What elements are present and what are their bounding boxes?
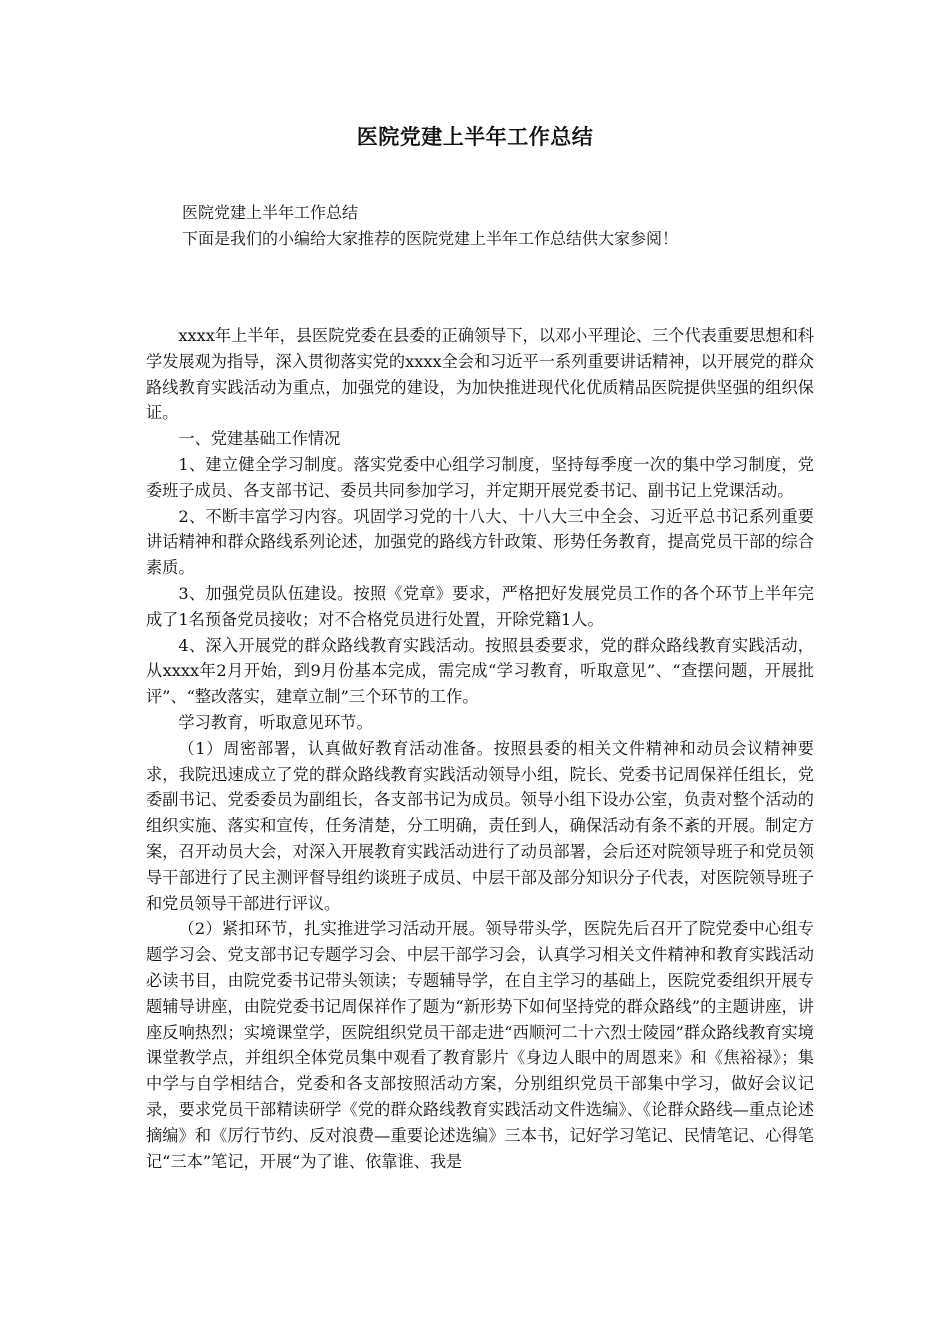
paragraph: 4、深入开展党的群众路线教育实践活动。按照县委要求，党的群众路线教育实践活动，从xxxx年2月开始，到9月份基本完成，需完成“学习教育，听取意见”、“查摆问题，开展批评”、“整改落实，建章立制”三个环节的工作。 [146,635,814,707]
document-body [146,323,814,1174]
paragraph: xxxx年上半年，县医院党委在县委的正确领导下，以邓小平理论、三个代表重要思想和科学发展观为指导，深入贯彻落实党的xxxx全会和习近平一系列重要讲话精神，以开展党的群众路线教育实践活动为重点，加强党的建设，为加快推进现代化优质精品医院提供坚强的组织保证。 [146,326,814,423]
intro-line: 下面是我们的小编给大家推荐的医院党建上半年工作总结供大家参阅！ [182,229,679,248]
paragraph: （2）紧扣环节，扎实推进学习活动开展。领导带头学，医院先后召开了院党委中心组专题学习会、党支部书记专题学习会、中层干部学习会，认真学习相关文件精神和教育实践活动必读书目，由院党委书记带头领读；专题辅导学，在自主学习的基础上，医院党委组织开展专题辅导讲座，由院党委书记周保祥作了题为“新形势下如何坚持党的群众路线”的主题讲座，讲座反响热烈；实境课堂学，医院组织党员干部走进“西顺河二十六烈士陵园”群众路线教育实境课堂教学点，并组织全体党员集中观看了教育影片《身边人眼中的周恩来》和《焦裕禄》；集中学与自学相结合，党委和各支部按照活动方案，分别组织党员干部集中学习，做好会议记录，要求党员干部精读研学《党的群众路线教育实践活动文件选编》、《论群众路线—重点论述摘编》和《厉行节约、反对浪费—重要论述选编》三本书，记好学习笔记、民情笔记、心得笔记“三本”笔记，开展“为了谁、依靠谁、我是 [146,919,814,1171]
paragraph: 1、建立健全学习制度。落实党委中心组学习制度，坚持每季度一次的集中学习制度，党委班子成员、各支部书记、委员共同参加学习，并定期开展党委书记、副书记上党课活动。 [146,454,814,500]
paragraph: 3、加强党员队伍建设。按照《党章》要求，严格把好发展党员工作的各个环节上半年完成了1名预备党员接收；对不合格党员进行处置，开除党籍1人。 [146,583,814,629]
intro-block [182,200,822,252]
section-heading: 一、党建基础工作情况 [178,429,341,449]
intro-title: 医院党建上半年工作总结 [182,203,359,222]
document-title: 医院党建上半年工作总结 [356,125,594,149]
paragraph: （1）周密部署，认真做好教育活动准备。按照县委的相关文件精神和动员会议精神要求，我院迅速成立了党的群众路线教育实践活动领导小组，院长、党委书记周保祥任组长，党委副书记、党委委员为副组长，各支部书记为成员。领导小组下设办公室，负责对整个活动的组织实施、落实和宣传，任务清楚，分工明确，责任到人，确保活动有条不紊的开展。制定方案，召开动员大会，对深入开展教育实践活动进行了动员部署，会后还对院领导班子和党员领导干部进行了民主测评督导组约谈班子成员、中层干部及部分知识分子代表，对医院领导班子和党员领导干部进行评议。 [146,738,814,913]
subsection-heading: 学习教育，听取意见环节。 [178,712,373,732]
paragraph: 2、不断丰富学习内容。巩固学习党的十八大、十八大三中全会、习近平总书记系列重要讲话精神和群众路线系列论述，加强党的路线方针政策、形势任务教育，提高党员干部的综合素质。 [146,506,814,578]
